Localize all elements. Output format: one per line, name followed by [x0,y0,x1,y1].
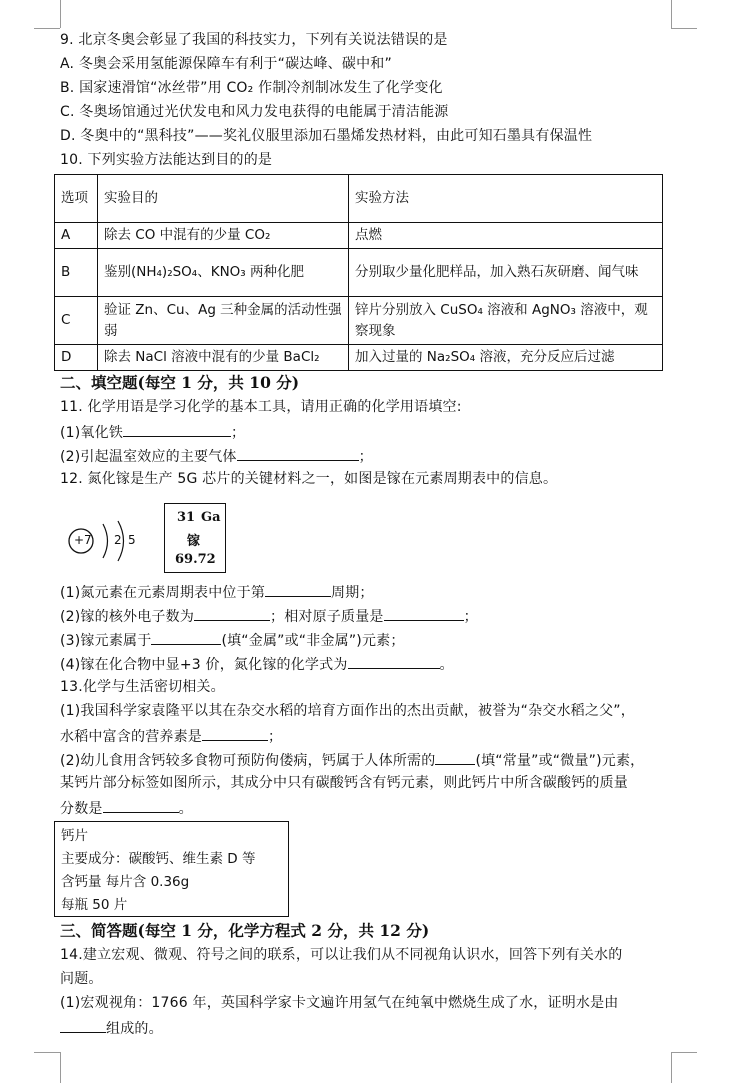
table-row [55,297,663,345]
q11-part-1 [60,422,245,442]
answer-blank[interactable] [60,1018,106,1033]
q9-stem: 9. 北京冬奥会彰显了我国的科技实力，下列有关说法错误的是 [60,32,448,48]
q12-part-2-end: ； [463,609,478,625]
q13-part-1-end: ； [268,729,283,745]
row-a-option: A [55,223,98,249]
crop-mark-bottom-right [671,1052,673,1083]
q12-part-1-text: (1)氮元素在元素周期表中位于第 [60,585,266,601]
gallium-element-cell [164,503,226,573]
row-c-option: C [55,297,98,345]
electron-shell-1-arc [103,524,108,558]
q11-part-1-text: (1)氧化铁 [60,425,124,441]
row-d-option: D [55,345,98,371]
q14-stem-line-1: 14.建立宏观、微观、符号之间的联系，可以让我们从不同视角认识水，回答下列有关水的 [60,947,623,963]
table-row [55,223,663,249]
row-d-method: 加入过量的 Na₂SO₄ 溶液，充分反应后过滤 [349,345,663,371]
row-d-goal: 除去 NaCl 溶液中混有的少量 BaCl₂ [98,345,349,371]
crop-mark-top-right [671,0,673,28]
section-3-heading: 三、简答题(每空 1 分，化学方程式 2 分，共 12 分) [60,921,430,940]
q13-part-2-answer-text: 分数是 [60,801,103,817]
element-symbol: Ga [201,510,221,525]
answer-blank[interactable] [265,582,331,597]
q9-option-b: B. 国家速滑馆“冰丝带”用 CO₂ 作制冷剂制冰发生了化学变化 [60,80,443,96]
header-option: 选项 [55,175,98,223]
q11-stem: 11. 化学用语是学习化学的基本工具，请用正确的化学用语填空: [60,399,462,415]
q14-part-1-cont [60,1018,163,1038]
q12-part-2-text: (2)镓的核外电子数为 [60,609,195,625]
q12-part-3 [60,630,405,650]
atomic-mass: 69.72 [175,552,216,567]
row-b-goal: 鉴别(NH₄)₂SO₄、KNO₃ 两种化肥 [98,249,349,297]
q13-part-2-answer-end: 。 [178,801,193,817]
q14-part-1-end: 组成的。 [106,1021,163,1037]
q12-part-1-end: 周期； [331,585,374,601]
q13-part-2-answer [60,798,193,818]
answer-blank[interactable] [194,606,270,621]
label-line-4: 每瓶 50 片 [61,897,128,913]
q14-part-1: (1)宏观视角：1766 年，英国科学家卡文遍许用氢气在纯氧中燃烧生成了水，证明水是由 [60,995,619,1011]
q11-part-2-end: ； [358,449,373,465]
q13-part-2-text: (2)幼儿食用含钙较多食物可预防佝偻病，钙属于人体所需的 [60,753,436,769]
atomic-number: 31 [177,510,196,525]
row-c-method: 锌片分别放入 CuSO₄ 溶液和 AgNO₃ 溶液中，观察现象 [349,297,663,345]
header-method: 实验方法 [349,175,663,223]
table-header-row [55,175,663,223]
row-b-method: 分别取少量化肥样品，加入熟石灰研磨、闻气味 [349,249,663,297]
element-name: 镓 [187,534,201,549]
row-b-option: B [55,249,98,297]
answer-blank[interactable] [123,422,231,437]
q13-part-1: (1)我国科学家袁隆平以其在杂交水稻的培育方面作出的杰出贡献，被誉为“杂交水稻之父”， [60,703,635,719]
q13-part-1-cont [60,726,282,746]
answer-blank[interactable] [202,726,268,741]
q13-part-1-text: 水稻中富含的营养素是 [60,729,202,745]
q13-part-2-cont: 某钙片部分标签如图所示，其成分中只有碳酸钙含有钙元素，则此钙片中所含碳酸钙的质量 [60,775,628,791]
q11-part-2-text: (2)引起温室效应的主要气体 [60,449,237,465]
crop-mark-top-right-h [671,28,697,29]
row-c-goal: 验证 Zn、Cu、Ag 三种金属的活动性强弱 [98,297,349,345]
answer-blank[interactable] [237,446,359,461]
nucleus-charge: +7 [74,533,92,547]
q11-part-2 [60,446,373,466]
q9-option-c: C. 冬奥场馆通过光伏发电和风力发电获得的电能属于清洁能源 [60,104,449,120]
q9-option-d: D. 冬奥中的“黑科技”——奖礼仪服里添加石墨烯发热材料，由此可知石墨具有保温性 [60,128,593,144]
q12-part-2 [60,606,478,626]
experiment-table [54,174,663,371]
label-line-3: 含钙量 每片含 0.36g [61,874,190,890]
q9-option-a: A. 冬奥会采用氢能源保障车有利于“碳达峰、碳中和” [60,56,392,72]
q14-stem-line-2: 问题。 [60,971,103,987]
row-a-method: 点燃 [349,223,663,249]
answer-blank[interactable] [384,606,464,621]
q12-part-4 [60,654,454,674]
q13-stem: 13.化学与生活密切相关。 [60,679,225,695]
table-row [55,249,663,297]
answer-blank[interactable] [151,630,221,645]
section-2-heading: 二、填空题(每空 1 分，共 10 分) [60,373,300,392]
q12-part-4-text: (4)镓在化合物中显+3 价，氮化镓的化学式为 [60,657,348,673]
label-line-1: 钙片 [61,828,88,844]
crop-mark-top-left [59,0,61,28]
answer-blank[interactable] [435,750,475,765]
answer-blank[interactable] [348,654,440,669]
shell-1-electrons: 2 [114,533,122,547]
q13-part-2 [60,750,644,770]
q12-part-2-mid: ；相对原子质量是 [270,609,384,625]
table-row [55,345,663,371]
header-goal: 实验目的 [98,175,349,223]
row-a-goal: 除去 CO 中混有的少量 CO₂ [98,223,349,249]
answer-blank[interactable] [103,798,179,813]
label-line-2: 主要成分：碳酸钙、维生素 D 等 [61,851,256,867]
q12-part-4-end: 。 [439,657,454,673]
q12-part-3-text: (3)镓元素属于 [60,633,152,649]
calcium-tablet-label [54,821,289,917]
crop-mark-bottom-left [59,1052,61,1083]
crop-mark-bottom-right-h [671,1052,697,1053]
q12-part-1 [60,582,374,602]
crop-mark-bottom-left-h [34,1052,60,1053]
crop-mark-top-left-h [34,28,60,29]
shell-2-electrons: 5 [128,533,136,547]
q12-stem: 12. 氮化镓是生产 5G 芯片的关键材料之一，如图是镓在元素周期表中的信息。 [60,471,558,487]
q13-part-2-mid: (填“常量”或“微量”)元素， [475,753,645,769]
q10-stem: 10. 下列实验方法能达到目的的是 [60,152,273,168]
q12-part-3-end: (填“金属”或“非金属”)元素； [221,633,405,649]
q11-part-1-end: ； [231,425,246,441]
